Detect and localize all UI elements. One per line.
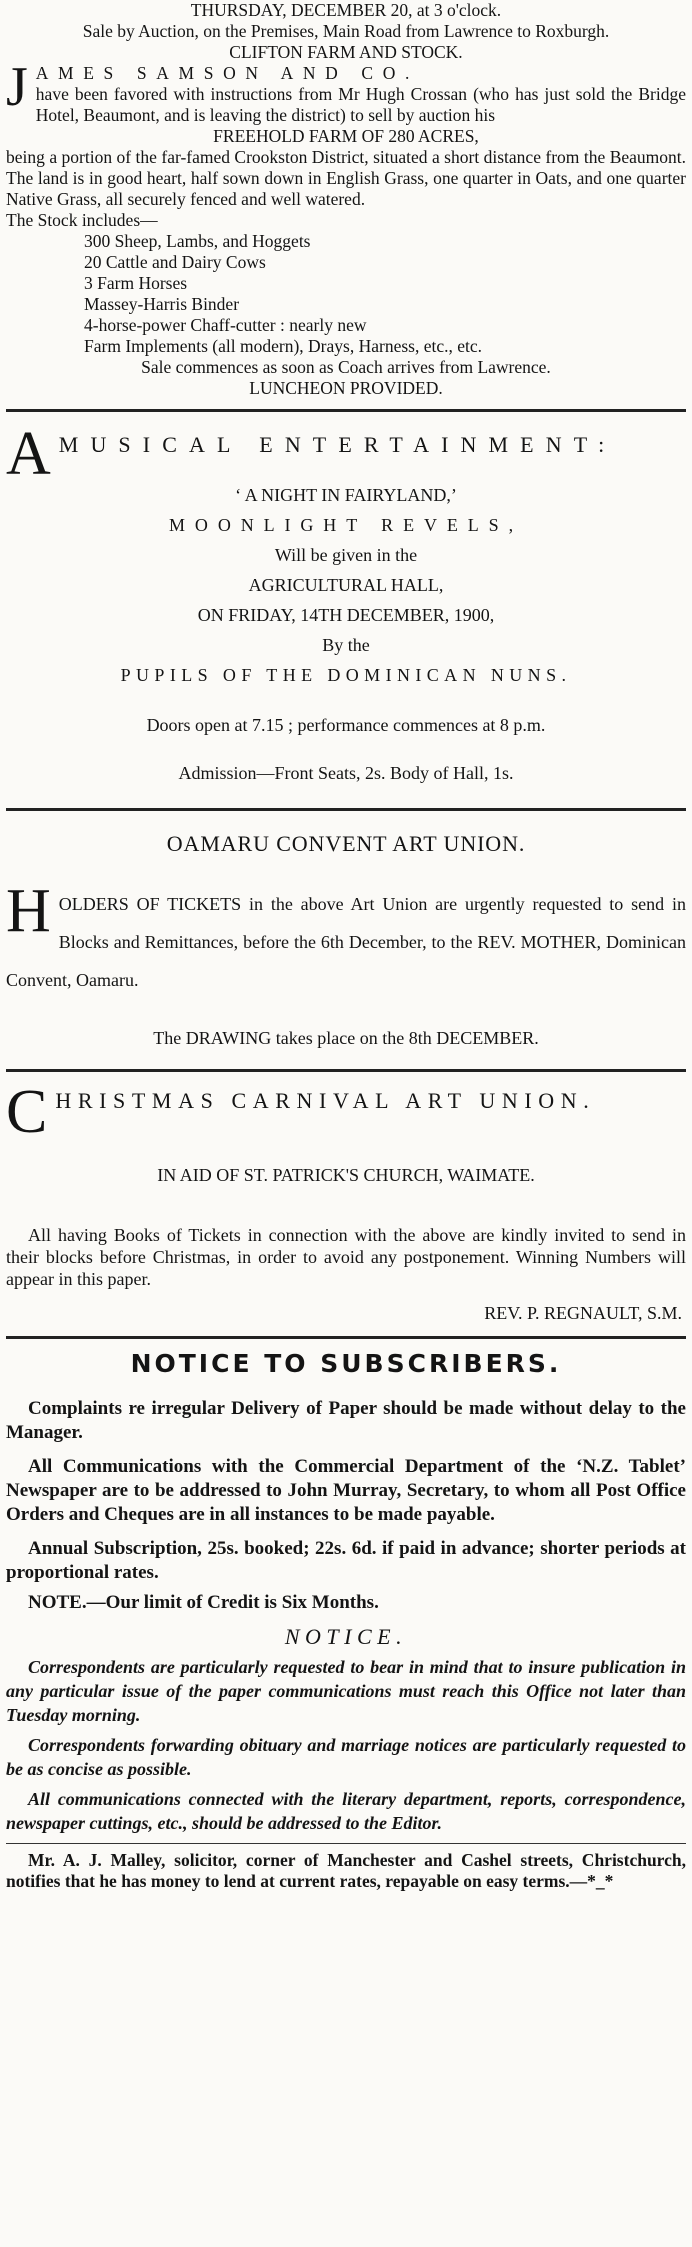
sale-commences: Sale commences as soon as Coach arrives from Lawrence. bbox=[141, 357, 551, 377]
notice-paragraph: Correspondents forwarding obituary and marriage notices are particularly requested to be as concise as possible. bbox=[6, 1735, 686, 1779]
auction-heading: CLIFTON FARM AND STOCK. bbox=[229, 42, 463, 62]
notice-heading: NOTICE. bbox=[284, 1624, 408, 1649]
carnival-heading-row bbox=[6, 1078, 686, 1146]
subscribers-heading: NOTICE TO SUBSCRIBERS. bbox=[130, 1349, 562, 1378]
subscribers-paragraph: Annual Subscription, 25s. booked; 22s. 6d. if paid in advance; shorter periods at proportional rates. bbox=[6, 1538, 686, 1583]
admission: Admission—Front Seats, 2s. Body of Hall, 1s. bbox=[178, 763, 514, 783]
stock-item: 4-horse-power Chaff-cutter : nearly new bbox=[84, 315, 367, 335]
convent-body: OLDERS OF TICKETS in the above Art Union are urgently requested to send in Blocks and Remittances, before the 6th December, to the REV. MOTHER, Dominican Convent, Oamaru. bbox=[6, 894, 686, 990]
luncheon: LUNCHEON PROVIDED. bbox=[249, 378, 443, 398]
carnival-signature: REV. P. REGNAULT, S.M. bbox=[484, 1303, 682, 1323]
musical-line: By the bbox=[322, 635, 370, 655]
auctioneer-name: AMES SAMSON AND CO. bbox=[35, 63, 419, 83]
musical-line: PUPILS OF THE DOMINICAN NUNS. bbox=[120, 665, 572, 685]
musical-line: MOONLIGHT REVELS, bbox=[169, 515, 523, 535]
convent-heading: OAMARU CONVENT ART UNION. bbox=[166, 831, 526, 856]
convent-advert bbox=[6, 811, 686, 1057]
stock-intro: The Stock includes— bbox=[6, 210, 158, 230]
drop-initial: H bbox=[6, 877, 51, 945]
musical-heading: MUSICAL ENTERTAINMENT: bbox=[58, 432, 617, 457]
malley-notice bbox=[6, 1844, 686, 1892]
editorial-notice bbox=[6, 1615, 686, 1835]
auction-advert bbox=[6, 0, 686, 399]
musical-line: Will be given in the bbox=[274, 545, 418, 565]
stock-item: 3 Farm Horses bbox=[84, 273, 188, 293]
carnival-advert bbox=[6, 1072, 686, 1324]
malley-body: Mr. A. J. Malley, solicitor, corner of Manchester and Cashel streets, Christchurch, notifies that he has money to lend at current rates, repayable on easy terms.—*_* bbox=[6, 1850, 686, 1891]
musical-line: ON FRIDAY, 14TH DECEMBER, 1900, bbox=[197, 605, 495, 625]
musical-heading-row bbox=[6, 420, 686, 488]
farm-description: being a portion of the far-famed Crookston District, situated a short distance from the Beaumont. The land is in good heart, half sown down in English Grass, one quarter in Oats, and one quarter Native Grass, all securely fenced and well watered. bbox=[6, 147, 686, 209]
musical-line: ‘ A NIGHT IN FAIRYLAND,’ bbox=[235, 485, 457, 505]
auction-intro bbox=[6, 56, 686, 126]
notice-paragraph: All communications connected with the literary department, reports, correspondence, newspaper cuttings, etc., should be addressed to the Editor. bbox=[6, 1789, 686, 1833]
stock-list bbox=[6, 231, 686, 357]
carnival-heading: HRISTMAS CARNIVAL ART UNION. bbox=[55, 1088, 596, 1113]
convent-drawing: The DRAWING takes place on the 8th DECEMBER. bbox=[153, 1028, 539, 1048]
auction-sale-line: Sale by Auction, on the Premises, Main Road from Lawrence to Roxburgh. bbox=[82, 21, 610, 41]
musical-line: AGRICULTURAL HALL, bbox=[248, 575, 444, 595]
stock-item: Massey-Harris Binder bbox=[84, 294, 240, 314]
stock-item: 300 Sheep, Lambs, and Hoggets bbox=[84, 231, 311, 251]
carnival-body: All having Books of Tickets in connection with the above are kindly invited to send in their blocks before Christmas, in order to avoid any postponement. Winning Numbers will appear in this paper. bbox=[6, 1225, 686, 1289]
auction-date: THURSDAY, DECEMBER 20, at 3 o'clock. bbox=[190, 0, 502, 20]
drop-initial: C bbox=[6, 1078, 48, 1146]
drop-initial: A bbox=[6, 420, 51, 488]
subscribers-notice bbox=[6, 1339, 686, 1615]
convent-body-block bbox=[6, 877, 686, 999]
stock-item: Farm Implements (all modern), Drays, Harness, etc., etc. bbox=[84, 336, 482, 356]
doors-open: Doors open at 7.15 ; performance commences at 8 p.m. bbox=[146, 715, 546, 735]
subscribers-paragraph: Complaints re irregular Delivery of Paper should be made without delay to the Manager. bbox=[6, 1398, 686, 1443]
musical-advert bbox=[6, 412, 686, 788]
stock-item: 20 Cattle and Dairy Cows bbox=[84, 252, 266, 272]
farm-heading: FREEHOLD FARM OF 280 ACRES, bbox=[213, 126, 479, 146]
drop-initial: J bbox=[6, 56, 28, 118]
subscribers-note: NOTE.—Our limit of Credit is Six Months. bbox=[28, 1592, 379, 1613]
auction-body: have been favored with instructions from Mr Hugh Crossan (who has just sold the Bridge Hotel, Beaumont, and is leaving the district) to sell by auction his bbox=[35, 84, 686, 125]
notice-paragraph: Correspondents are particularly requested to bear in mind that to insure publication in any particular issue of the paper communications must reach this Office not later than Tuesday morning. bbox=[6, 1657, 686, 1725]
carnival-aid: IN AID OF ST. PATRICK'S CHURCH, WAIMATE. bbox=[157, 1165, 535, 1185]
subscribers-paragraph: All Communications with the Commercial Department of the ‘N.Z. Tablet’ Newspaper are to be addressed to John Murray, Secretary, to whom all Post Office Orders and Cheques are in all instances to be made payable. bbox=[6, 1456, 686, 1525]
